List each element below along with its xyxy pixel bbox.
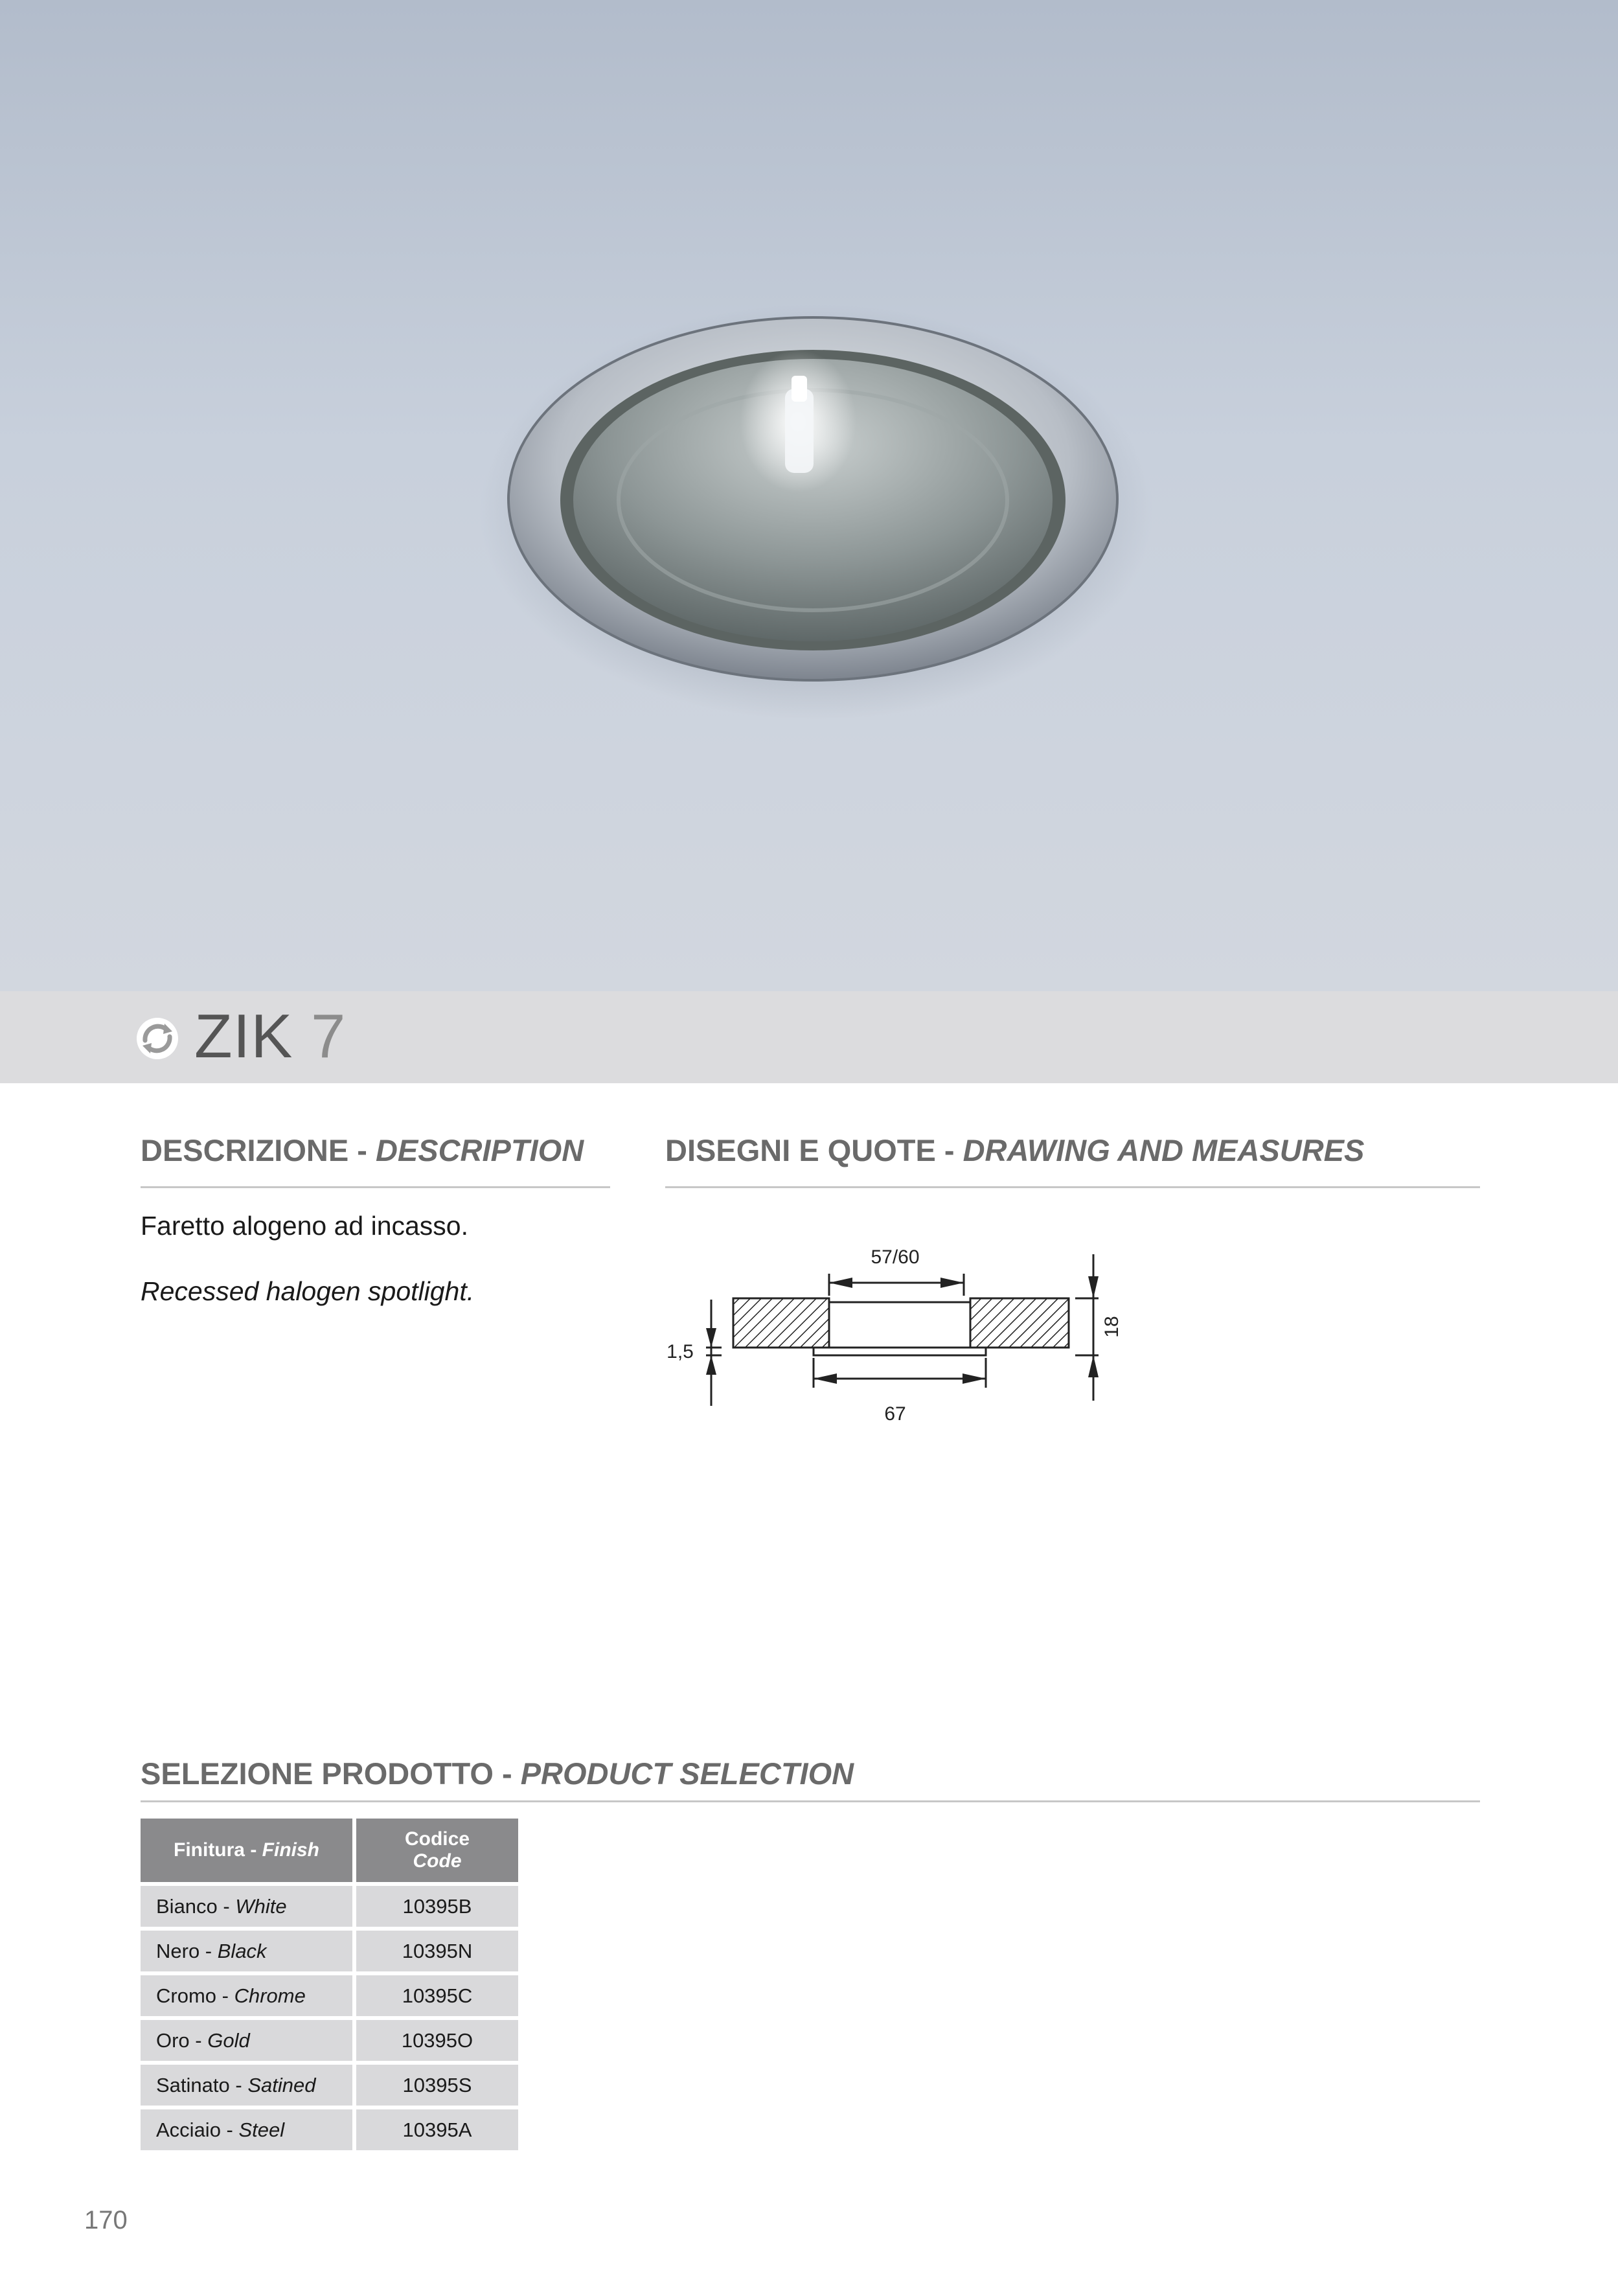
code-cell: 10395A xyxy=(356,2109,518,2150)
finish-it: Oro - xyxy=(156,2028,208,2052)
finish-cell xyxy=(141,1975,352,2016)
finish-cell xyxy=(141,2065,352,2106)
finish-en: Gold xyxy=(207,2028,250,2052)
table-row xyxy=(141,1931,518,1971)
selection-heading-it: SELEZIONE PRODOTTO - xyxy=(141,1756,521,1791)
code-cell: 10395O xyxy=(356,2020,518,2061)
product-selection-table xyxy=(137,1815,522,2154)
lamp-flange xyxy=(814,1348,986,1355)
dim-bottom-width: 67 xyxy=(884,1403,906,1425)
description-divider xyxy=(141,1186,610,1188)
circular-arrows-icon xyxy=(135,1016,180,1061)
page-number: 170 xyxy=(84,2206,128,2234)
header-code-en: Code xyxy=(413,1850,462,1872)
table-row xyxy=(141,1886,518,1927)
code-cell: 10395B xyxy=(356,1886,518,1927)
drawing-heading-it: DISEGNI E QUOTE - xyxy=(665,1133,963,1167)
header-finish xyxy=(141,1819,352,1882)
ceiling-section-right xyxy=(970,1298,1069,1348)
finish-en: Satined xyxy=(247,2073,316,2096)
finish-cell xyxy=(141,2109,352,2150)
finish-en: Steel xyxy=(238,2118,285,2141)
drawing-heading-en: DRAWING AND MEASURES xyxy=(963,1133,1365,1167)
finish-en: Chrome xyxy=(234,1984,306,2007)
selection-heading xyxy=(141,1754,854,1793)
table-row xyxy=(141,2065,518,2106)
finish-cell xyxy=(141,2020,352,2061)
finish-it: Cromo - xyxy=(156,1984,234,2007)
code-cell: 10395S xyxy=(356,2065,518,2106)
finish-en: Black xyxy=(217,1939,267,1962)
code-cell: 10395C xyxy=(356,1975,518,2016)
finish-it: Acciaio - xyxy=(156,2118,239,2141)
ceiling-section-left xyxy=(733,1298,829,1348)
product-title xyxy=(194,1003,346,1070)
table-header-row xyxy=(141,1819,518,1882)
header-code xyxy=(356,1819,518,1882)
table-row xyxy=(141,2109,518,2150)
finish-it: Nero - xyxy=(156,1939,218,1962)
finish-cell xyxy=(141,1931,352,1971)
description-text-it: Faretto alogeno ad incasso. xyxy=(141,1211,468,1241)
product-number: 7 xyxy=(311,1002,347,1071)
header-finish-it: Finitura - xyxy=(174,1839,262,1861)
description-heading-it: DESCRIZIONE - xyxy=(141,1133,376,1167)
dim-flange: 1,5 xyxy=(667,1341,694,1362)
finish-it: Bianco - xyxy=(156,1894,236,1918)
table-row xyxy=(141,1975,518,2016)
finish-cell xyxy=(141,1886,352,1927)
header-code-it: Codice xyxy=(404,1828,470,1850)
product-name: ZIK xyxy=(194,1002,293,1071)
dim-height: 18 xyxy=(1101,1316,1122,1338)
technical-drawing xyxy=(661,1211,1140,1445)
finish-it: Satinato - xyxy=(156,2073,248,2096)
drawing-heading xyxy=(665,1131,1364,1170)
lamp-body xyxy=(829,1302,970,1348)
header-finish-en: Finish xyxy=(262,1839,319,1861)
spotlight-illustration xyxy=(0,0,1618,991)
description-text-en: Recessed halogen spotlight. xyxy=(141,1276,475,1306)
description-heading xyxy=(141,1131,584,1170)
hero-product-photo xyxy=(0,0,1618,991)
finish-en: White xyxy=(235,1894,287,1918)
table-row xyxy=(141,2020,518,2061)
description-heading-en: DESCRIPTION xyxy=(375,1133,584,1167)
title-band xyxy=(0,991,1618,1083)
code-cell: 10395N xyxy=(356,1931,518,1971)
selection-divider xyxy=(141,1800,1480,1802)
selection-heading-en: PRODUCT SELECTION xyxy=(520,1756,854,1791)
dim-top-width: 57/60 xyxy=(871,1246,920,1268)
drawing-divider xyxy=(665,1186,1480,1188)
